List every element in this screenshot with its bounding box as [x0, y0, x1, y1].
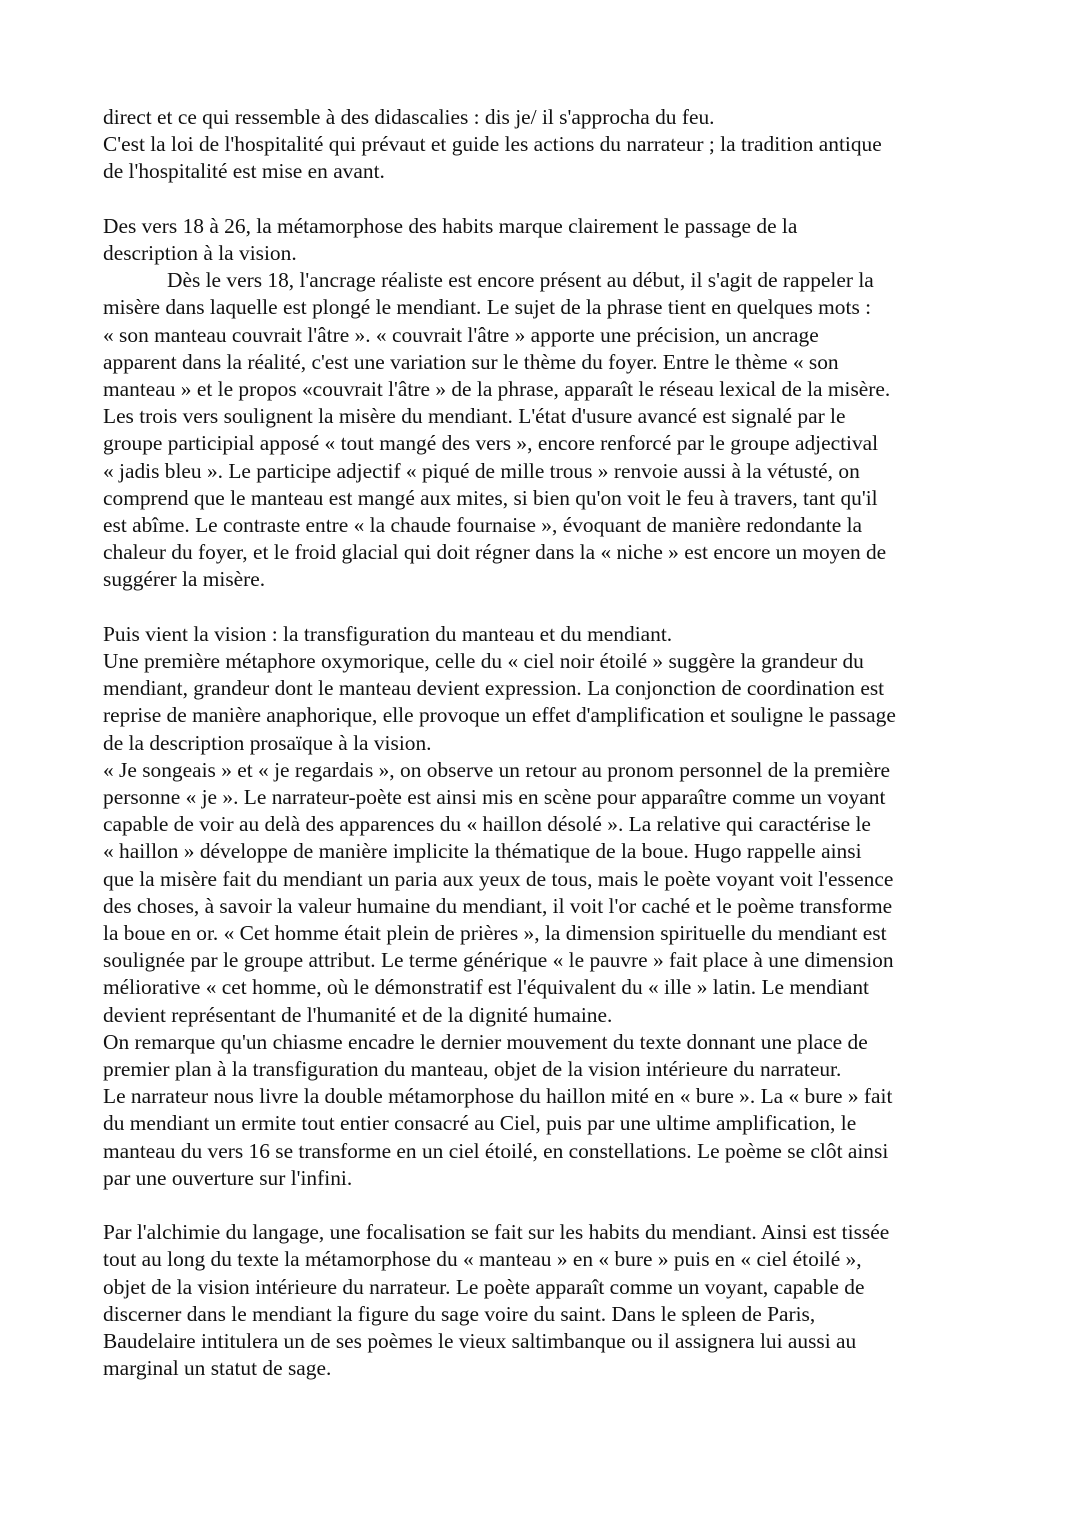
paragraph-gap — [103, 186, 983, 213]
paragraph-verses-18-26: Des vers 18 à 26, la métamorphose des habits marque clairement le passage de la description à la vision. — [103, 213, 798, 265]
paragraph-chiasm: On remarque qu'un chiasme encadre le dernier mouvement du texte donnant une place de premier plan à la transfiguration du manteau, objet de la vision intérieure du narrateur. — [103, 1029, 868, 1082]
paragraph-first-person: « Je songeais » et « je regardais », on observe un retour au pronom personnel de la première personne « je ». Le narrateur-poète est ainsi mis en scène pour apparaître comme un voyant capable de voir au delà des apparences du « haillon désolé ». La relative qui caractérise le « haillon » développe de manière implicite la thématique de la boue. Hugo rappelle ainsi que la misère fait du mendiant un paria aux yeux de tous, mais le poète voyant voit l'essence des choses, à savoir la valeur humaine du mendiant, il voit l'or caché et le poème transforme la boue en or. « Cet homme était plein de prières », la dimension spirituelle du mendiant est soulignée par le groupe attribut. Le terme générique « le pauvre » fait place à une dimension méliorative « cet homme, où le démonstratif est l'équivalent du « ille » latin. Le mendiant devient représentant de l'humanité et de la dignité humaine. — [103, 757, 894, 1027]
paragraph-realism-anchor: Dès le vers 18, l'ancrage réaliste est encore présent au début, il s'agit de rappeler la misère dans laquelle est plongé le mendiant. Le sujet de la phrase tient en quelques mots : « son manteau couvrait l'âtre ». « couvrait l'âtre » apporte une précision, un ancrage apparent dans la réalité, c'est une variation sur le thème du foyer. Entre le thème « son manteau » et le propos «couvrait l'âtre » de la phrase, apparaît le réseau lexical de la misère. Les trois vers soulignent la misère du mendiant. L'état d'usure avancé est signalé par le groupe participial apposé « tout mangé des vers », encore renforcé par le groupe adjectival « jadis bleu ». Le participe adjectif « piqué de mille trous » renvoie aussi à la vétusté, on comprend que le manteau est mangé aux mites, si bien qu'on voit le feu à travers, tant qu'il est abîme. Le contraste entre « la chaude fournaise », évoquant de manière redondante la chaleur du foyer, et le froid glacial qui doit régner dans la « niche » est encore un moyen de suggérer la misère. — [103, 268, 891, 592]
paragraph-hospitality: C'est la loi de l'hospitalité qui prévaut et guide les actions du narrateur ; la tradition antique de l'hospitalité est mise en avant. — [103, 132, 882, 184]
paragraph-gap — [103, 1192, 983, 1219]
document-page — [103, 104, 983, 1383]
paragraph-dialogue-intro: direct et ce qui ressemble à des didascalies : dis je/ il s'approcha du feu. — [103, 105, 715, 129]
paragraph-double-metamorphosis: Le narrateur nous livre la double métamorphose du haillon mité en « bure ». La « bure » fait du mendiant un ermite tout entier consacré au Ciel, puis par une ultime amplification, le manteau du vers 16 se transforme en un ciel étoilé, en constellations. Le poème se clôt ainsi par une ouverture sur l'infini. — [103, 1084, 893, 1190]
paragraph-vision-intro: Puis vient la vision : la transfiguration du manteau et du mendiant. — [103, 621, 673, 646]
paragraph-metaphor: Une première métaphore oxymorique, celle du « ciel noir étoilé » suggère la grandeur du mendiant, grandeur dont le manteau devient expression. La conjonction de coordination est reprise de manière anaphorique, elle provoque un effet d'amplification et souligne le passage de la description prosaïque à la vision. — [103, 649, 896, 755]
paragraph-gap — [103, 594, 983, 621]
paragraph-conclusion: Par l'alchimie du langage, une focalisation se fait sur les habits du mendiant. Ainsi est tissée tout au long du texte la métamorphose du « manteau » en « bure » puis en « ciel étoilé », objet de la vision intérieure du narrateur. Le poète apparaît comme un voyant, capable de discerner dans le mendiant la figure du sage voire du saint. Dans le spleen de Paris, Baudelaire intitulera un de ses poèmes le vieux saltimbanque ou il assignera lui aussi au marginal un statut de sage. — [103, 1220, 890, 1381]
